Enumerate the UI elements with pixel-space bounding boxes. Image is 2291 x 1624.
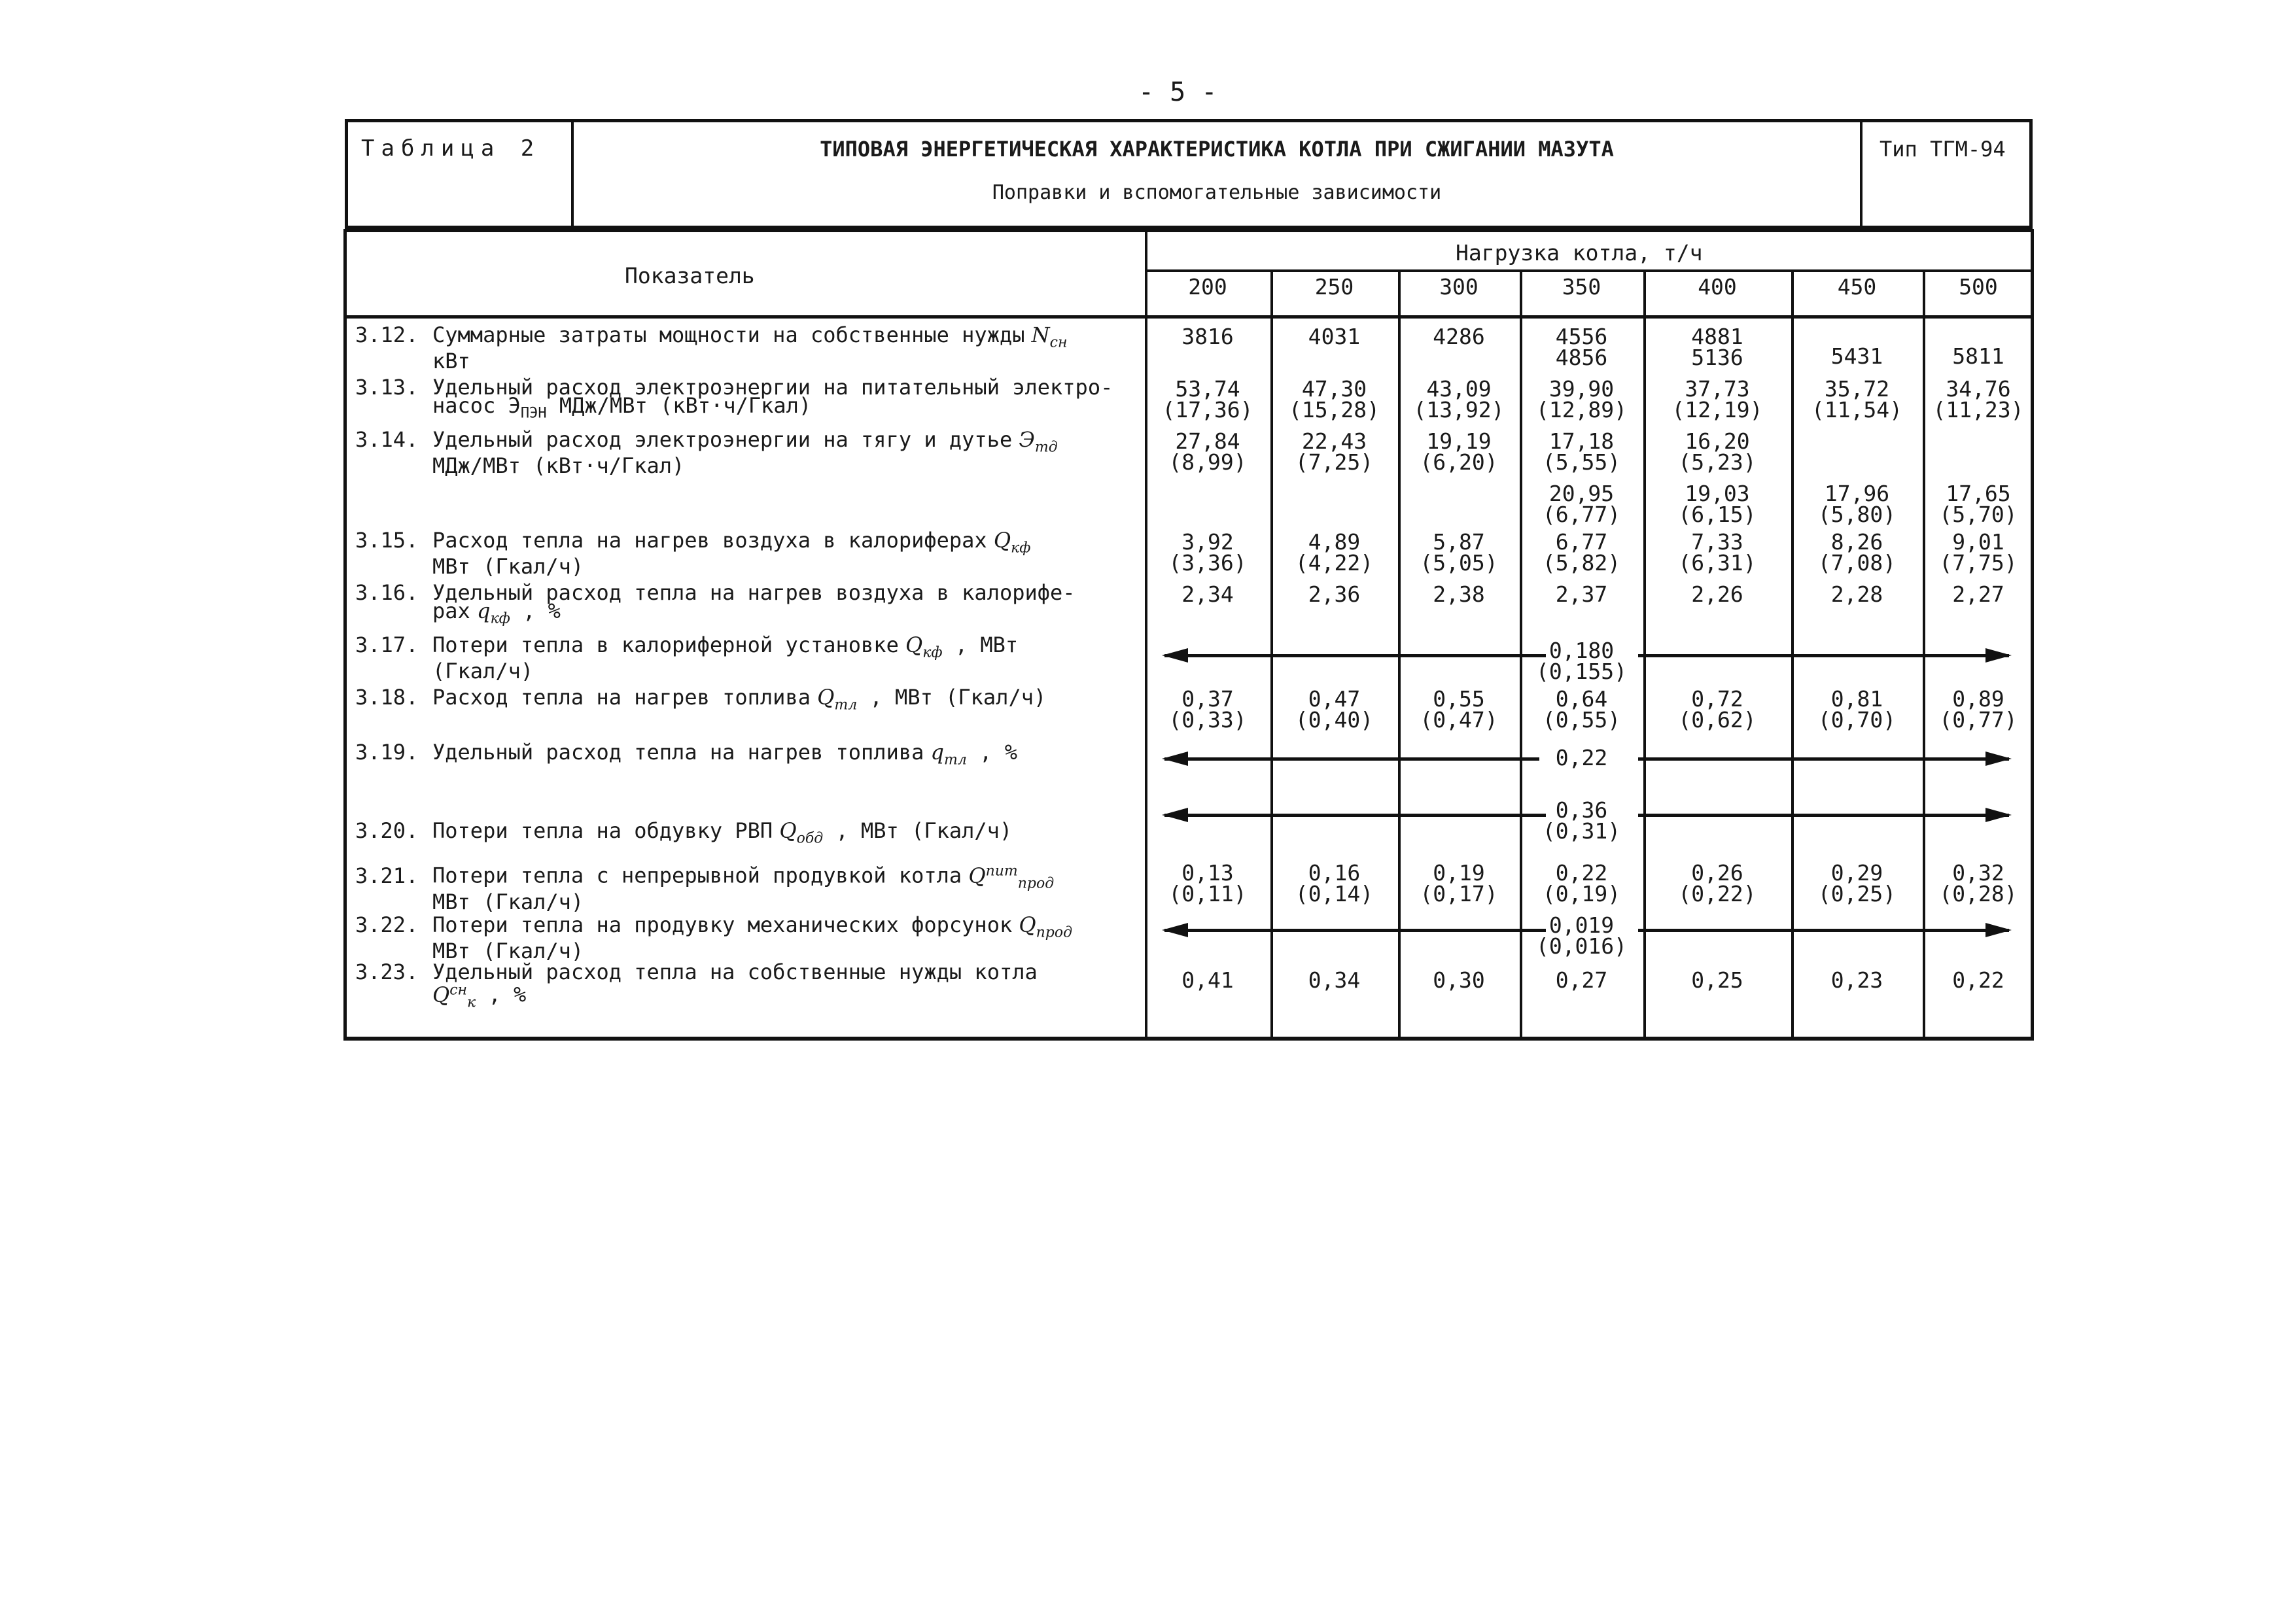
value-3-15: (5,05) xyxy=(1420,550,1498,576)
indicator-line: МВт (Гкал/ч) xyxy=(432,939,584,964)
indicator-label xyxy=(355,912,1073,964)
value-3-16: 2,27 xyxy=(1952,581,2004,607)
value-3-21: (0,11) xyxy=(1168,881,1247,907)
value-3-12: 5136 xyxy=(1691,345,1743,370)
value-3-12: 4856 xyxy=(1555,345,1608,370)
value-3-18: (0,70) xyxy=(1817,707,1897,733)
value-3-18: 0,81 xyxy=(1830,686,1883,712)
value-3-14-extended: 17,65 xyxy=(1946,481,2011,506)
value-3-13: 34,76 xyxy=(1946,376,2011,402)
value-3-14: (5,55) xyxy=(1542,449,1621,475)
indicator-label xyxy=(355,322,1068,374)
value-3-16: 2,26 xyxy=(1691,581,1743,607)
value-3-13: (13,92) xyxy=(1413,397,1505,423)
indicator-label xyxy=(355,375,1113,423)
value-3-21: (0,28) xyxy=(1939,881,2018,907)
indicator-label xyxy=(355,959,1038,1012)
indicator-line: 3.20. Потери тепла на обдувку РВП $Q_{обд}$ , МВт (Гкал/ч) xyxy=(355,818,1013,847)
value-3-15: 3,92 xyxy=(1181,529,1234,555)
table-header-box xyxy=(345,119,2033,229)
value-3-15: (4,22) xyxy=(1295,550,1374,576)
indicator-line: 3.19. Удельный расход тепла на нагрев топлива $q_{тл}$ , % xyxy=(355,740,1017,769)
indicator-number: 3.14. xyxy=(355,427,419,452)
value-3-13: (11,23) xyxy=(1932,397,2024,423)
value-3-18: 0,37 xyxy=(1181,686,1234,712)
indicator-symbol: $Q_{обд}$ xyxy=(773,818,824,847)
indicator-line: (Гкал/ч) xyxy=(432,659,534,684)
value-3-20: (0,31) xyxy=(1542,818,1621,844)
page-number: - 5 - xyxy=(1138,77,1217,107)
indicator-label xyxy=(355,632,1019,684)
value-3-14-extended: 19,03 xyxy=(1685,481,1750,506)
value-3-12: 4556 xyxy=(1555,324,1608,349)
header-rule-loads xyxy=(1145,269,2034,272)
indicator-line: 3.18. Расход тепла на нагрев топлива $Q_{тл}$ , МВт (Гкал/ч) xyxy=(355,685,1047,714)
indicator-symbol: $N_{сн}$ xyxy=(1024,322,1068,351)
value-3-18: (0,40) xyxy=(1295,707,1374,733)
value-3-21: 0,16 xyxy=(1308,860,1361,886)
value-3-22: (0,016) xyxy=(1535,933,1628,959)
indicator-number: 3.22. xyxy=(355,912,419,937)
value-3-12: 5431 xyxy=(1830,343,1883,369)
load-column-header: 250 xyxy=(1314,274,1354,300)
indicator-number: 3.18. xyxy=(355,685,419,710)
value-3-14-extended: 20,95 xyxy=(1548,481,1615,506)
value-3-18: 0,64 xyxy=(1555,686,1608,712)
value-3-15: (7,08) xyxy=(1817,550,1897,576)
value-3-14: 17,18 xyxy=(1548,428,1615,454)
indicator-number: 3.15. xyxy=(355,528,419,553)
indicator-number: 3.17. xyxy=(355,632,419,657)
value-3-15: 6,77 xyxy=(1555,529,1608,555)
indicator-line: МВт (Гкал/ч) xyxy=(432,890,584,915)
value-3-15: 8,26 xyxy=(1830,529,1883,555)
value-3-17: (0,155) xyxy=(1535,659,1628,684)
value-3-21: 0,29 xyxy=(1830,860,1883,886)
indicator-label xyxy=(355,427,1058,479)
value-3-20-arrow-right xyxy=(1638,814,2009,817)
table-border-left xyxy=(343,229,347,1040)
load-column-header: 350 xyxy=(1562,274,1601,300)
indicator-line: 3.21. Потери тепла с непрерывной продувкой котла $Q^{пит}_{прод}$ xyxy=(355,863,1055,892)
value-3-13: (15,28) xyxy=(1288,397,1380,423)
value-3-13: 39,90 xyxy=(1548,376,1615,402)
value-3-15: (5,82) xyxy=(1542,550,1621,576)
value-3-17-arrow-right xyxy=(1638,654,2009,657)
indicator-label xyxy=(355,685,1047,714)
value-3-18: (0,47) xyxy=(1420,707,1498,733)
value-3-15: 9,01 xyxy=(1952,529,2004,555)
indicator-symbol: $Э_{тд}$ xyxy=(1012,427,1058,456)
table-label-cell xyxy=(348,122,574,226)
value-3-15: 5,87 xyxy=(1433,529,1485,555)
value-3-23: 0,25 xyxy=(1691,967,1743,993)
value-3-23: 0,27 xyxy=(1555,967,1608,993)
value-3-12: 3816 xyxy=(1181,324,1234,349)
indicator-line: 3.16. Удельный расход тепла на нагрев воздуха в калорифе- xyxy=(355,580,1076,605)
indicator-header: Показатель xyxy=(625,263,755,288)
value-3-15: (7,75) xyxy=(1939,550,2018,576)
value-3-19: 0,22 xyxy=(1555,745,1608,770)
indicator-number: 3.20. xyxy=(355,818,419,843)
value-3-21: (0,22) xyxy=(1678,881,1757,907)
value-3-16: 2,37 xyxy=(1555,581,1608,607)
load-header: Нагрузка котла, т/ч xyxy=(1456,240,1703,266)
value-3-13: 37,73 xyxy=(1685,376,1750,402)
value-3-22-arrow-left xyxy=(1164,929,1546,932)
indicator-symbol: $Q^{сн}_к$ xyxy=(432,982,476,1011)
value-3-18: (0,77) xyxy=(1939,707,2018,733)
indicator-line: насос $Э_{ПЭН}$ МДж/МВт (кВт·ч/Гкал) xyxy=(432,393,812,422)
value-3-21: (0,25) xyxy=(1817,881,1897,907)
value-3-18: 0,55 xyxy=(1433,686,1485,712)
value-3-14: (7,25) xyxy=(1295,449,1374,475)
indicator-line: МДж/МВт (кВт·ч/Гкал) xyxy=(432,453,685,479)
value-3-14: 27,84 xyxy=(1175,428,1240,454)
value-3-21: 0,19 xyxy=(1433,860,1485,886)
value-3-19-arrow-left xyxy=(1164,757,1539,761)
value-3-18: 0,47 xyxy=(1308,686,1361,712)
value-3-21: 0,13 xyxy=(1181,860,1234,886)
indicator-line: 3.22. Потери тепла на продувку механических форсунок $Q_{прод}$ xyxy=(355,912,1073,941)
boiler-type: Тип ТГМ-94 xyxy=(1880,137,2006,162)
indicator-symbol: $Q^{пит}_{прод}$ xyxy=(962,863,1055,892)
indicator-symbol: $Q_{кф}$ xyxy=(898,632,943,661)
value-3-23: 0,41 xyxy=(1181,967,1234,993)
indicator-number: 3.12. xyxy=(355,322,419,347)
indicator-symbol: $q_{тл}$ xyxy=(924,740,967,769)
header-rule-bottom xyxy=(343,315,2034,319)
load-column-header: 200 xyxy=(1188,274,1227,300)
value-3-14-extended: (5,70) xyxy=(1939,502,2018,527)
load-column-header: 450 xyxy=(1837,274,1877,300)
indicator-label xyxy=(355,740,1017,769)
value-3-14-extended: (6,77) xyxy=(1542,502,1621,527)
indicator-number: 3.19. xyxy=(355,740,419,765)
data-table xyxy=(343,229,2034,1040)
value-3-18: 0,72 xyxy=(1691,686,1743,712)
indicator-line: 3.23. Удельный расход тепла на собственные нужды котла xyxy=(355,959,1038,984)
value-3-21: (0,19) xyxy=(1542,881,1621,907)
value-3-18: (0,33) xyxy=(1168,707,1247,733)
table-label: Таблица 2 xyxy=(361,135,541,162)
value-3-23: 0,30 xyxy=(1433,967,1485,993)
value-3-14-extended: (5,80) xyxy=(1817,502,1897,527)
value-3-23: 0,22 xyxy=(1952,967,2004,993)
value-3-19-arrow-right xyxy=(1638,757,2009,761)
value-3-12: 4881 xyxy=(1691,324,1743,349)
boiler-type-cell xyxy=(1863,122,2033,226)
value-3-18: 0,89 xyxy=(1952,686,2004,712)
value-3-13: 43,09 xyxy=(1426,376,1492,402)
load-column-header: 500 xyxy=(1959,274,1998,300)
value-3-16: 2,28 xyxy=(1830,581,1883,607)
value-3-14-extended: 17,96 xyxy=(1824,481,1890,506)
value-3-23: 0,34 xyxy=(1308,967,1361,993)
indicator-line: 3.15. Расход тепла на нагрев воздуха в калориферах $Q_{кф}$ xyxy=(355,528,1031,557)
indicator-label xyxy=(355,862,1055,915)
indicator-symbol: $Q_{кф}$ xyxy=(987,528,1031,557)
value-3-13: 53,74 xyxy=(1175,376,1240,402)
value-3-14: (6,20) xyxy=(1420,449,1498,475)
value-3-12: 4286 xyxy=(1433,324,1485,349)
value-3-13: (12,89) xyxy=(1535,397,1628,423)
table-border-bottom xyxy=(343,1037,2034,1041)
value-3-14-extended: (6,15) xyxy=(1678,502,1757,527)
value-3-12: 4031 xyxy=(1308,324,1361,349)
value-3-23: 0,23 xyxy=(1830,967,1883,993)
value-3-15: (3,36) xyxy=(1168,550,1247,576)
load-column-header: 400 xyxy=(1698,274,1737,300)
column-divider xyxy=(1145,229,1147,1040)
indicator-line: 3.13. Удельный расход электроэнергии на питательный электро- xyxy=(355,375,1113,400)
load-column-header: 300 xyxy=(1439,274,1478,300)
indicator-number: 3.13. xyxy=(355,375,419,400)
value-3-17: 0,180 xyxy=(1548,638,1615,663)
indicator-line: 3.14. Удельный расход электроэнергии на тягу и дутье $Э_{тд}$ xyxy=(355,427,1058,456)
value-3-12: 5811 xyxy=(1952,343,2004,369)
value-3-14: 22,43 xyxy=(1301,428,1367,454)
value-3-17-arrow-left xyxy=(1164,654,1546,657)
indicator-symbol: $Q_{прод}$ xyxy=(1012,912,1073,941)
indicator-label xyxy=(355,528,1031,579)
value-3-14: (8,99) xyxy=(1168,449,1247,475)
value-3-13: 47,30 xyxy=(1301,376,1367,402)
indicator-symbol: $q_{кф}$ xyxy=(470,598,510,627)
value-3-13: (11,54) xyxy=(1811,397,1903,423)
value-3-16: 2,38 xyxy=(1433,581,1485,607)
value-3-20: 0,36 xyxy=(1555,797,1608,823)
indicator-line: 3.12. Суммарные затраты мощности на собственные нужды $N_{сн}$ xyxy=(355,322,1068,351)
value-3-14: 16,20 xyxy=(1685,428,1750,454)
indicator-line: $Q^{сн}_к$ , % xyxy=(432,982,527,1011)
value-3-18: (0,62) xyxy=(1678,707,1757,733)
value-3-22: 0,019 xyxy=(1548,912,1615,938)
value-3-15: 4,89 xyxy=(1308,529,1361,555)
table-border-top xyxy=(343,229,2034,232)
value-3-21: 0,32 xyxy=(1952,860,2004,886)
value-3-21: 0,22 xyxy=(1555,860,1608,886)
indicator-number: 3.23. xyxy=(355,959,419,984)
value-3-16: 2,36 xyxy=(1308,581,1361,607)
value-3-21: 0,26 xyxy=(1691,860,1743,886)
table-title-cell xyxy=(574,122,1863,226)
indicator-line: 3.17. Потери тепла в калориферной установке $Q_{кф}$ , МВт xyxy=(355,632,1019,661)
value-3-18: (0,55) xyxy=(1542,707,1621,733)
value-3-21: (0,17) xyxy=(1420,881,1498,907)
value-3-13: (17,36) xyxy=(1162,397,1253,423)
indicator-number: 3.21. xyxy=(355,863,419,888)
value-3-21: (0,14) xyxy=(1295,881,1374,907)
value-3-20-arrow-left xyxy=(1164,814,1546,817)
value-3-22-arrow-right xyxy=(1638,929,2009,932)
indicator-symbol: $Q_{тл}$ xyxy=(810,685,858,714)
value-3-15: (6,31) xyxy=(1678,550,1757,576)
indicator-label xyxy=(355,818,1013,848)
indicator-line: МВт (Гкал/ч) xyxy=(432,554,584,579)
table-subtitle: Поправки и вспомогательные зависимости xyxy=(992,181,1442,204)
indicator-number: 3.16. xyxy=(355,580,419,605)
value-3-13: 35,72 xyxy=(1824,376,1890,402)
value-3-15: 7,33 xyxy=(1691,529,1743,555)
value-3-16: 2,34 xyxy=(1181,581,1234,607)
value-3-13: (12,19) xyxy=(1671,397,1763,423)
value-3-14: 19,19 xyxy=(1426,428,1492,454)
value-3-14: (5,23) xyxy=(1678,449,1757,475)
table-title: ТИПОВАЯ ЭНЕРГЕТИЧЕСКАЯ ХАРАКТЕРИСТИКА КОТЛА ПРИ СЖИГАНИИ МАЗУТА xyxy=(820,137,1614,162)
indicator-label xyxy=(355,580,1076,628)
indicator-line: рах $q_{кф}$ , % xyxy=(432,598,561,627)
indicator-line: кВт xyxy=(432,349,470,374)
